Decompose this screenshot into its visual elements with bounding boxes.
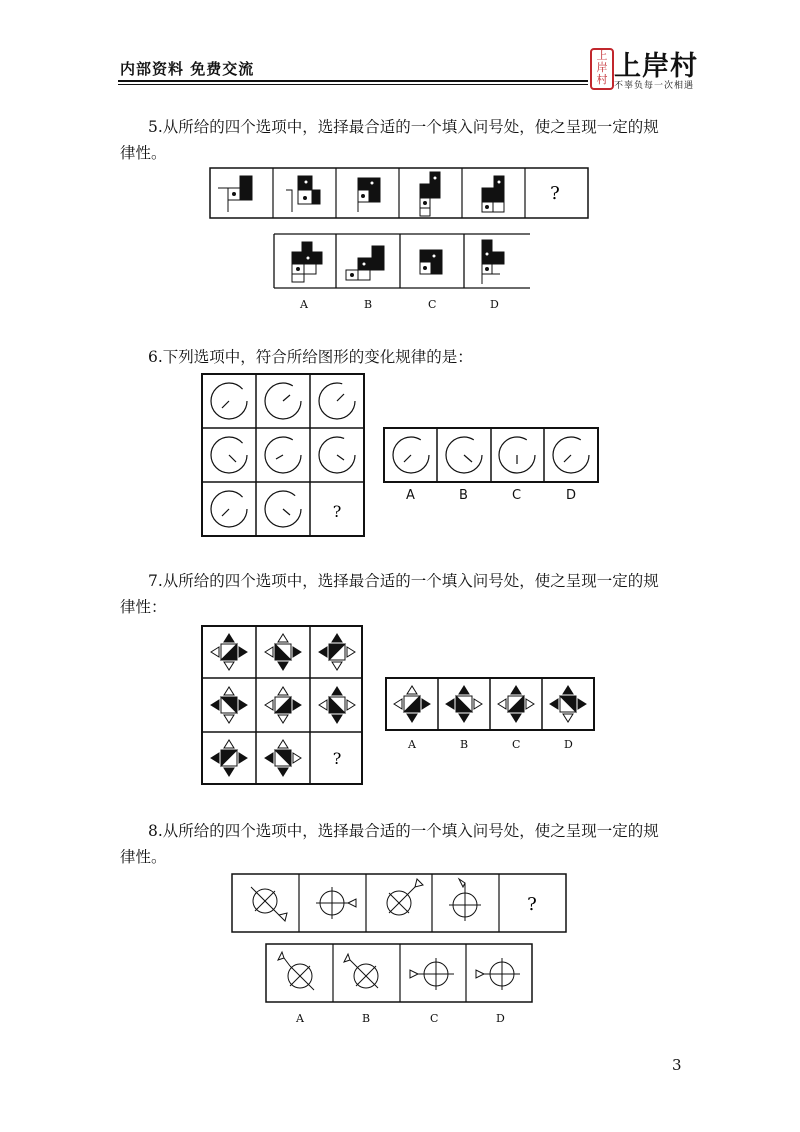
question-8-text: 8.从所给的四个选项中，选择最合适的一个填入问号处，使之呈现一定的规 [148,822,659,840]
question-6-options [384,428,600,484]
q6-label-c: C [512,488,522,503]
q7-label-d: D [564,738,573,751]
q5-option-a [292,242,322,282]
question-6-text: 6.下列选项中，符合所给图形的变化规律的是： [148,348,473,366]
q5-label-a: A [300,298,308,311]
q5-option-b [346,246,384,280]
q8-question-mark: ? [527,894,537,915]
question-7-text-cont: 律性： [120,598,167,616]
q7-question-mark: ? [332,749,342,768]
header-rule-thin [118,84,588,85]
q5-figure-5 [482,176,504,212]
q5-label-d: D [490,298,499,311]
question-5-options-row [274,234,530,290]
question-8-text-cont: 律性。 [120,848,167,866]
logo-seal: 上岸村 [590,48,614,90]
q5-figure-3 [358,178,380,212]
question-8-figure-row [232,874,568,934]
q5-figure-2 [286,176,320,212]
q7-label-b: B [460,738,469,751]
question-7-options [386,678,596,732]
logo-name: 上岸村 [614,51,698,82]
q5-question-mark: ? [550,183,560,204]
q6-label-d: D [566,488,577,503]
question-5-text-cont: 律性。 [120,144,167,162]
header-rule [118,80,588,82]
q8-label-d: D [496,1012,505,1025]
question-7-text: 7.从所给的四个选项中，选择最合适的一个填入问号处，使之呈现一定的规 [148,572,659,590]
q6-label-b: B [459,488,468,503]
question-8-options [266,944,534,1004]
logo-slogan: 不辜负每一次相遇 [614,81,695,91]
question-5-figure-row [210,168,590,220]
q6-question-mark: ? [332,502,342,521]
q8-label-c: C [430,1012,439,1025]
header-left-text: 内部资料 免费交流 [120,60,255,78]
q5-label-c: C [428,298,437,311]
q5-figure-1 [218,176,252,212]
question-5-text: 5.从所给的四个选项中，选择最合适的一个填入问号处，使之呈现一定的规 [148,118,659,136]
q5-option-c [420,250,442,274]
page-number: 3 [672,1056,682,1074]
q6-label-a: A [406,488,415,503]
q8-label-a: A [296,1012,304,1025]
question-7-grid [202,626,364,786]
q8-label-b: B [362,1012,371,1025]
question-6-grid [202,374,366,538]
q7-label-c: C [512,738,521,751]
q7-label-a: A [408,738,416,751]
q5-label-b: B [364,298,373,311]
q5-option-d [482,240,504,284]
q5-figure-4 [420,172,440,216]
